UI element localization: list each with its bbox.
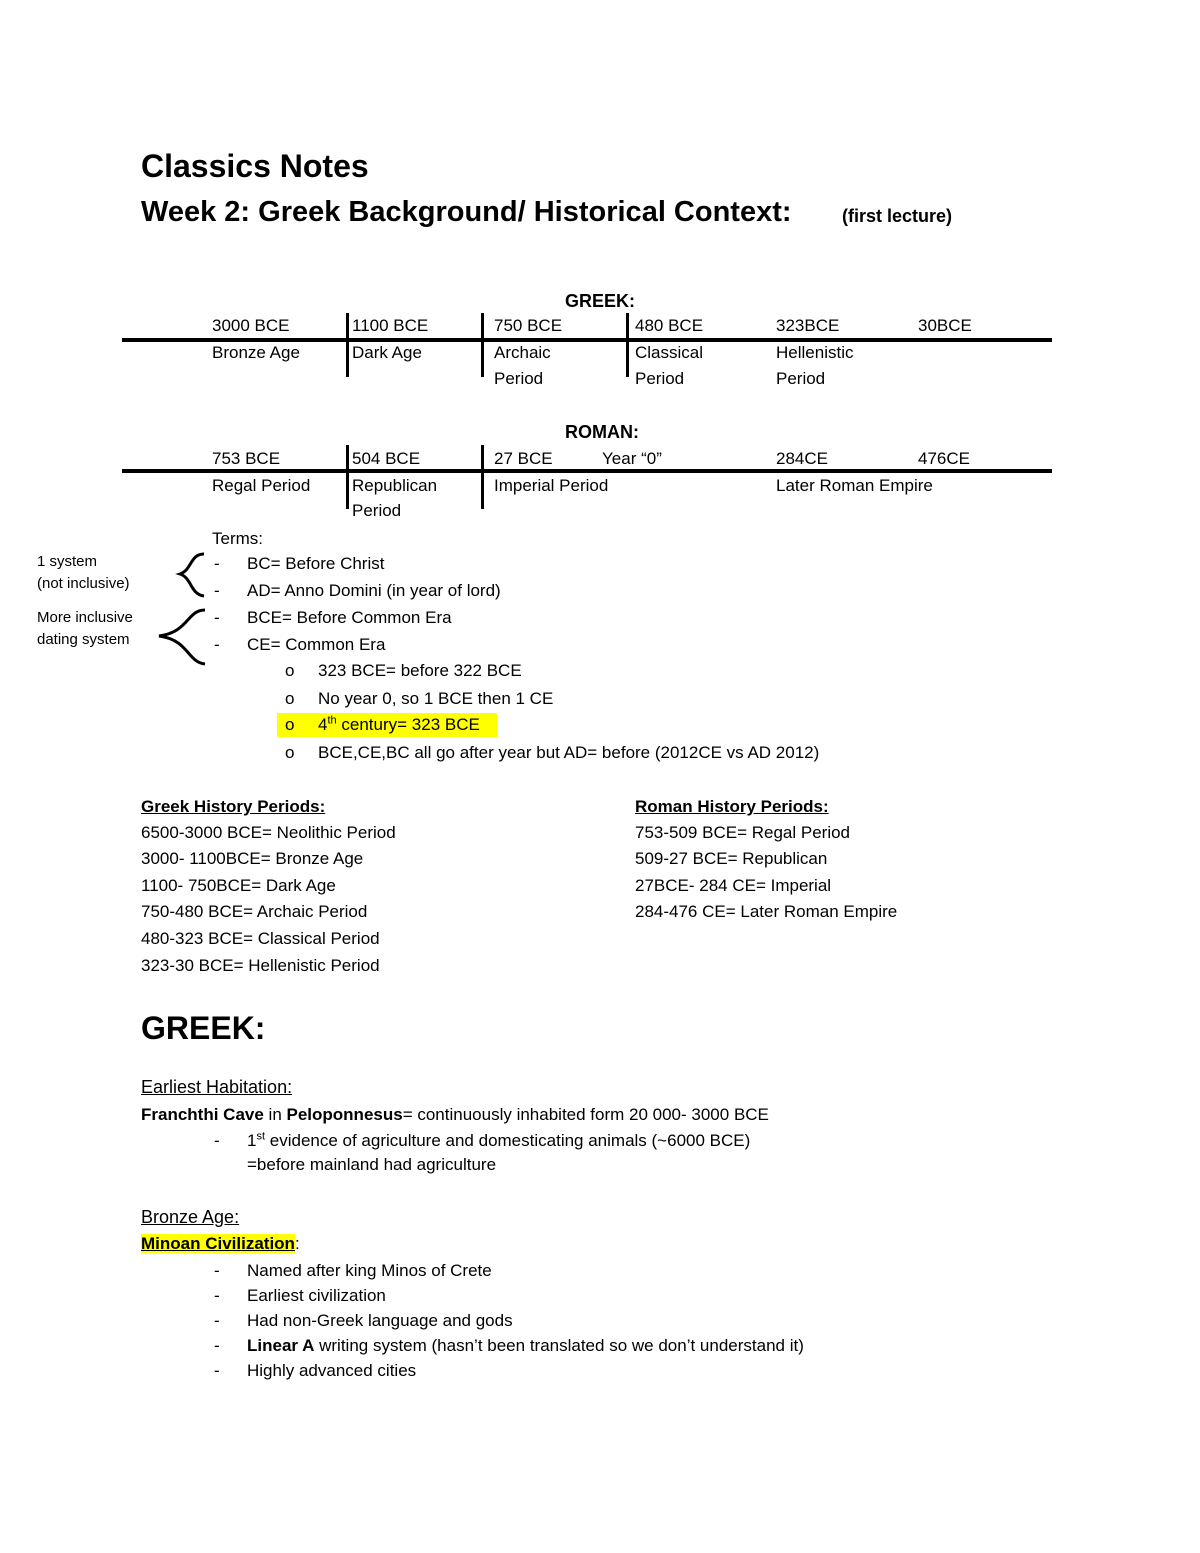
evidence-line-2: =before mainland had agriculture: [247, 1155, 497, 1174]
greek-period-4: 750-480 BCE= Archaic Period: [141, 902, 368, 921]
sub-term-2: No year 0, so 1 BCE then 1 CE: [318, 689, 554, 708]
greek-date-3000: 3000 BCE: [212, 316, 290, 335]
minoan-item-4: [247, 1335, 804, 1357]
greek-divider-3: [626, 313, 629, 377]
greek-label-dark: Dark Age: [352, 343, 422, 362]
minoan-heading: Minoan Civilization: [141, 1234, 295, 1253]
dash-icon: -: [214, 1286, 220, 1305]
minoan-item-5: Highly advanced cities: [247, 1361, 417, 1380]
linear-a: Linear A: [247, 1336, 315, 1355]
earliest-habitation-heading: Earliest Habitation:: [141, 1077, 293, 1097]
greek-date-323: 323BCE: [776, 316, 840, 335]
greek-divider-2: [481, 313, 484, 377]
dash-icon: -: [214, 635, 220, 654]
circle-bullet-icon: o: [285, 689, 295, 708]
dash-icon: -: [214, 554, 220, 573]
dash-icon: -: [214, 1131, 220, 1150]
sub-term-3-prefix: 4: [318, 715, 328, 734]
greek-date-750: 750 BCE: [494, 316, 563, 335]
roman-periods-heading: Roman History Periods:: [635, 797, 829, 816]
greek-label-hellenistic-2: Period: [776, 369, 826, 388]
greek-period-5: 480-323 BCE= Classical Period: [141, 929, 380, 948]
roman-label-imperial: Imperial Period: [494, 476, 609, 495]
greek-label-hellenistic: Hellenistic: [776, 343, 854, 362]
greek-section-heading: GREEK:: [141, 1010, 266, 1046]
roman-period-4: 284-476 CE= Later Roman Empire: [635, 902, 898, 921]
roman-label-republican-2: Period: [352, 501, 402, 520]
greek-label-classical-2: Period: [635, 369, 685, 388]
sub-term-3-sup: th: [327, 714, 337, 727]
roman-divider-1: [346, 445, 349, 509]
dash-icon: -: [214, 1311, 220, 1330]
greek-label-archaic-2: Period: [494, 369, 544, 388]
roman-date-27: 27 BCE: [494, 449, 553, 468]
side-note-2-line2: dating system: [37, 631, 130, 648]
greek-label-classical: Classical: [635, 343, 704, 362]
circle-bullet-icon: o: [285, 661, 295, 680]
brace-icon-large: [155, 606, 210, 668]
brace-icon: [170, 550, 210, 600]
greek-period-6: 323-30 BCE= Hellenistic Period: [141, 956, 380, 975]
roman-label-regal: Regal Period: [212, 476, 311, 495]
roman-date-year0: Year “0”: [602, 449, 662, 468]
roman-date-284: 284CE: [776, 449, 828, 468]
page-subtitle: [141, 193, 792, 231]
evidence-sup: st: [256, 1130, 266, 1143]
peloponnesus: Peloponnesus: [286, 1105, 403, 1124]
linear-rest: writing system (hasn’t been translated so we don’t understand it): [314, 1336, 804, 1355]
bronze-age-heading: Bronze Age:: [141, 1207, 240, 1227]
terms-heading: Terms:: [212, 529, 263, 548]
franchthi-cave: Franchthi Cave: [141, 1105, 264, 1124]
term-ad: AD= Anno Domini (in year of lord): [247, 581, 501, 600]
greek-label-archaic: Archaic: [494, 343, 551, 362]
evidence-rest: evidence of agriculture and domesticating animals (~6000 BCE): [265, 1131, 751, 1150]
franchthi-rest: = continuously inhabited form 20 000- 3000 BCE: [402, 1105, 769, 1124]
subtitle-text: Week 2: Greek Background/ Historical Context:: [141, 196, 792, 228]
greek-divider-1: [346, 313, 349, 377]
dash-icon: -: [214, 581, 220, 600]
term-ce: CE= Common Era: [247, 635, 386, 654]
franchthi-in: in: [263, 1105, 287, 1124]
dash-icon: -: [214, 1261, 220, 1280]
side-note-1-line2: (not inclusive): [37, 575, 130, 592]
greek-periods-heading: Greek History Periods:: [141, 797, 326, 816]
roman-date-753: 753 BCE: [212, 449, 281, 468]
term-bc: BC= Before Christ: [247, 554, 385, 573]
greek-date-30: 30BCE: [918, 316, 972, 335]
roman-divider-2: [481, 445, 484, 509]
greek-period-1: 6500-3000 BCE= Neolithic Period: [141, 823, 396, 842]
roman-period-3: 27BCE- 284 CE= Imperial: [635, 876, 832, 895]
circle-bullet-icon: o: [285, 743, 295, 762]
sub-term-3-text: century= 323 BCE: [341, 715, 480, 734]
roman-period-2: 509-27 BCE= Republican: [635, 849, 828, 868]
sub-term-3: [318, 714, 480, 736]
roman-date-504: 504 BCE: [352, 449, 421, 468]
side-note-2-line1: More inclusive: [37, 609, 133, 626]
roman-timeline-heading: ROMAN:: [565, 422, 639, 442]
greek-timeline-heading: GREEK:: [565, 291, 636, 311]
sub-term-1: 323 BCE= before 322 BCE: [318, 661, 522, 680]
sub-term-4: BCE,CE,BC all go after year but AD= before (2012CE vs AD 2012): [318, 743, 820, 762]
dash-icon: -: [214, 1361, 220, 1380]
greek-period-2: 3000- 1100BCE= Bronze Age: [141, 849, 364, 868]
roman-label-later: Later Roman Empire: [776, 476, 933, 495]
roman-label-republican: Republican: [352, 476, 438, 495]
minoan-item-3: Had non-Greek language and gods: [247, 1311, 513, 1330]
subtitle-note: (first lecture): [842, 206, 953, 226]
evidence-prefix: 1: [247, 1131, 257, 1150]
roman-date-476: 476CE: [918, 449, 970, 468]
dash-icon: -: [214, 1336, 220, 1355]
page-title: Classics Notes: [141, 148, 369, 184]
greek-period-3: 1100- 750BCE= Dark Age: [141, 876, 336, 895]
greek-date-480: 480 BCE: [635, 316, 704, 335]
minoan-colon: :: [294, 1234, 300, 1253]
greek-label-bronze: Bronze Age: [212, 343, 300, 362]
minoan-item-1: Named after king Minos of Crete: [247, 1261, 492, 1280]
term-bce: BCE= Before Common Era: [247, 608, 452, 627]
roman-period-1: 753-509 BCE= Regal Period: [635, 823, 850, 842]
side-note-1-line1: 1 system: [37, 553, 98, 570]
minoan-item-2: Earliest civilization: [247, 1286, 386, 1305]
dash-icon: -: [214, 608, 220, 627]
greek-date-1100: 1100 BCE: [352, 316, 429, 335]
evidence-line: [247, 1130, 750, 1152]
minoan-line: [141, 1233, 300, 1255]
circle-bullet-icon: o: [285, 715, 295, 734]
franchthi-line: [141, 1104, 769, 1126]
